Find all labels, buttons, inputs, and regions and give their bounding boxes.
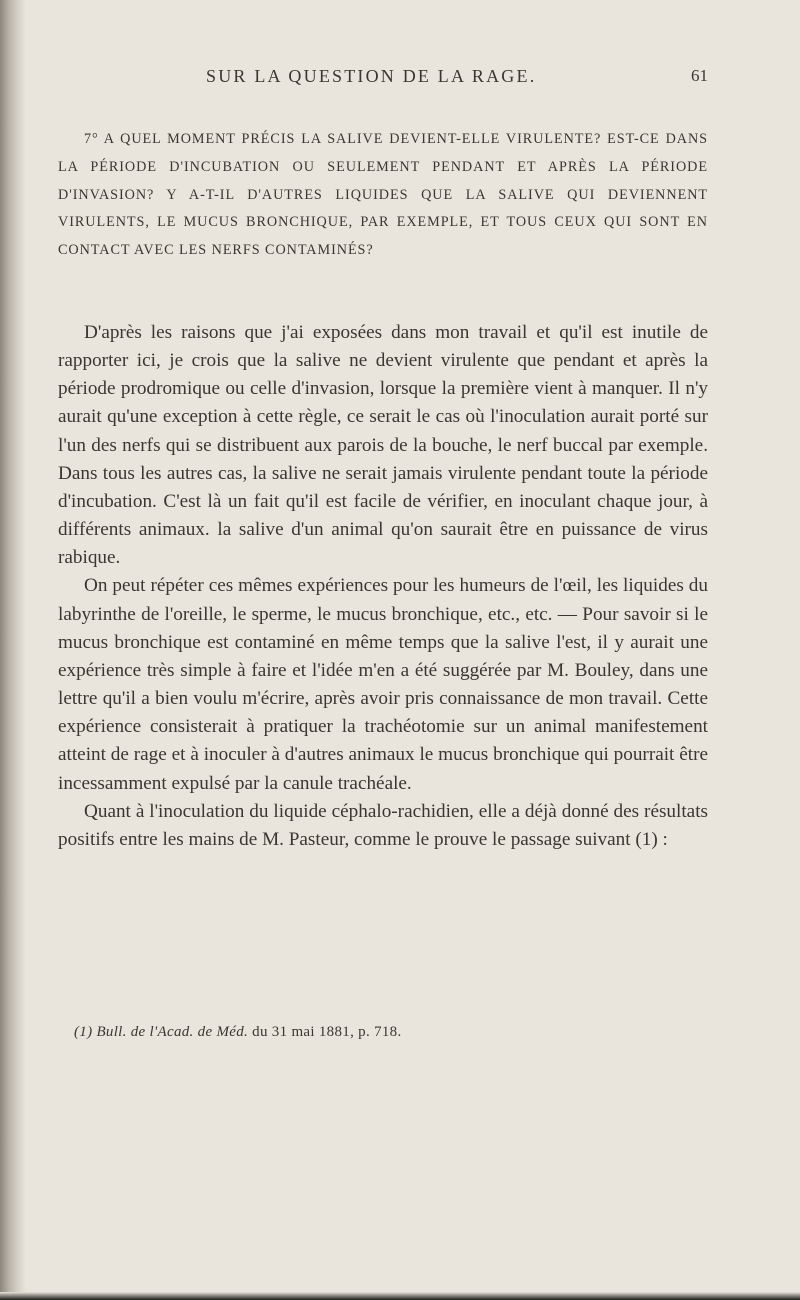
page-number: 61 (691, 66, 708, 85)
footnote (74, 1024, 402, 1041)
book-binding-edge (0, 0, 26, 1300)
running-head (58, 66, 708, 92)
running-title: SUR LA QUESTION DE LA RAGE. (206, 66, 537, 86)
footnote-source: Bull. de l'Acad. de Méd. (96, 1024, 249, 1040)
question-heading: 7° A QUEL MOMENT PRÉCIS LA SALIVE DEVIENT-ELLE VIRULENTE? EST-CE DANS LA PÉRIODE D'INCUBATION OU SEULEMENT PENDANT ET APRÈS LA PÉRIODE D'INVASION? Y A-T-IL D'AUTRES LIQUIDES QUE LA SALIVE QUI DEVIENNENT VIRULENTS, LE MUCUS BRONCHIQUE, PAR EXEMPLE, ET TOUS CEUX QUI SONT EN CONTACT AVEC LES NERFS CONTAMINÉS? (58, 131, 708, 259)
body-text (58, 319, 708, 854)
footnote-reference: du 31 mai 1881, p. 718. (252, 1024, 402, 1040)
footnote-marker: (1) (74, 1024, 93, 1040)
page-bottom-shadow (0, 1292, 800, 1300)
paragraph: On peut répéter ces mêmes expériences pour les humeurs de l'œil, les liquides du labyrinthe de l'oreille, le sperme, le mucus bronchique, etc., etc. — Pour savoir si le mucus bronchique est contaminé en même temps que la salive l'est, il y aurait une expérience très simple à faire et l'idée m'en a été suggérée par M. Bouley, dans une lettre qu'il a bien voulu m'écrire, après avoir pris connaissance de mon travail. Cette expérience consisterait à pratiquer la trachéotomie sur un animal manifestement atteint de rage et à inoculer à d'autres animaux le mucus bronchique qui pourrait être incessamment expulsé par la canule trachéale. (58, 575, 708, 794)
paragraph: Quant à l'inoculation du liquide céphalo-rachidien, elle a déjà donné des résultats positifs entre les mains de M. Pasteur, comme le prouve le passage suivant (1) : (58, 800, 708, 850)
paragraph: D'après les raisons que j'ai exposées dans mon travail et qu'il est inutile de rapporter ici, je crois que la salive ne devient virulente que pendant et après la période prodromique ou celle d'invasion, lorsque la première vient à manquer. Il n'y aurait qu'une exception à cette règle, ce serait le cas où l'inoculation aurait porté sur l'un des nerfs qui se distribuent aux parois de la bouche, le nerf buccal par exemple. Dans tous les autres cas, la salive ne serait jamais virulente pendant toute la période d'incubation. C'est là un fait qu'il est facile de vérifier, en inoculant chaque jour, à différents animaux. la salive d'un animal qu'on saurait être en puissance de virus rabique. (58, 322, 708, 569)
